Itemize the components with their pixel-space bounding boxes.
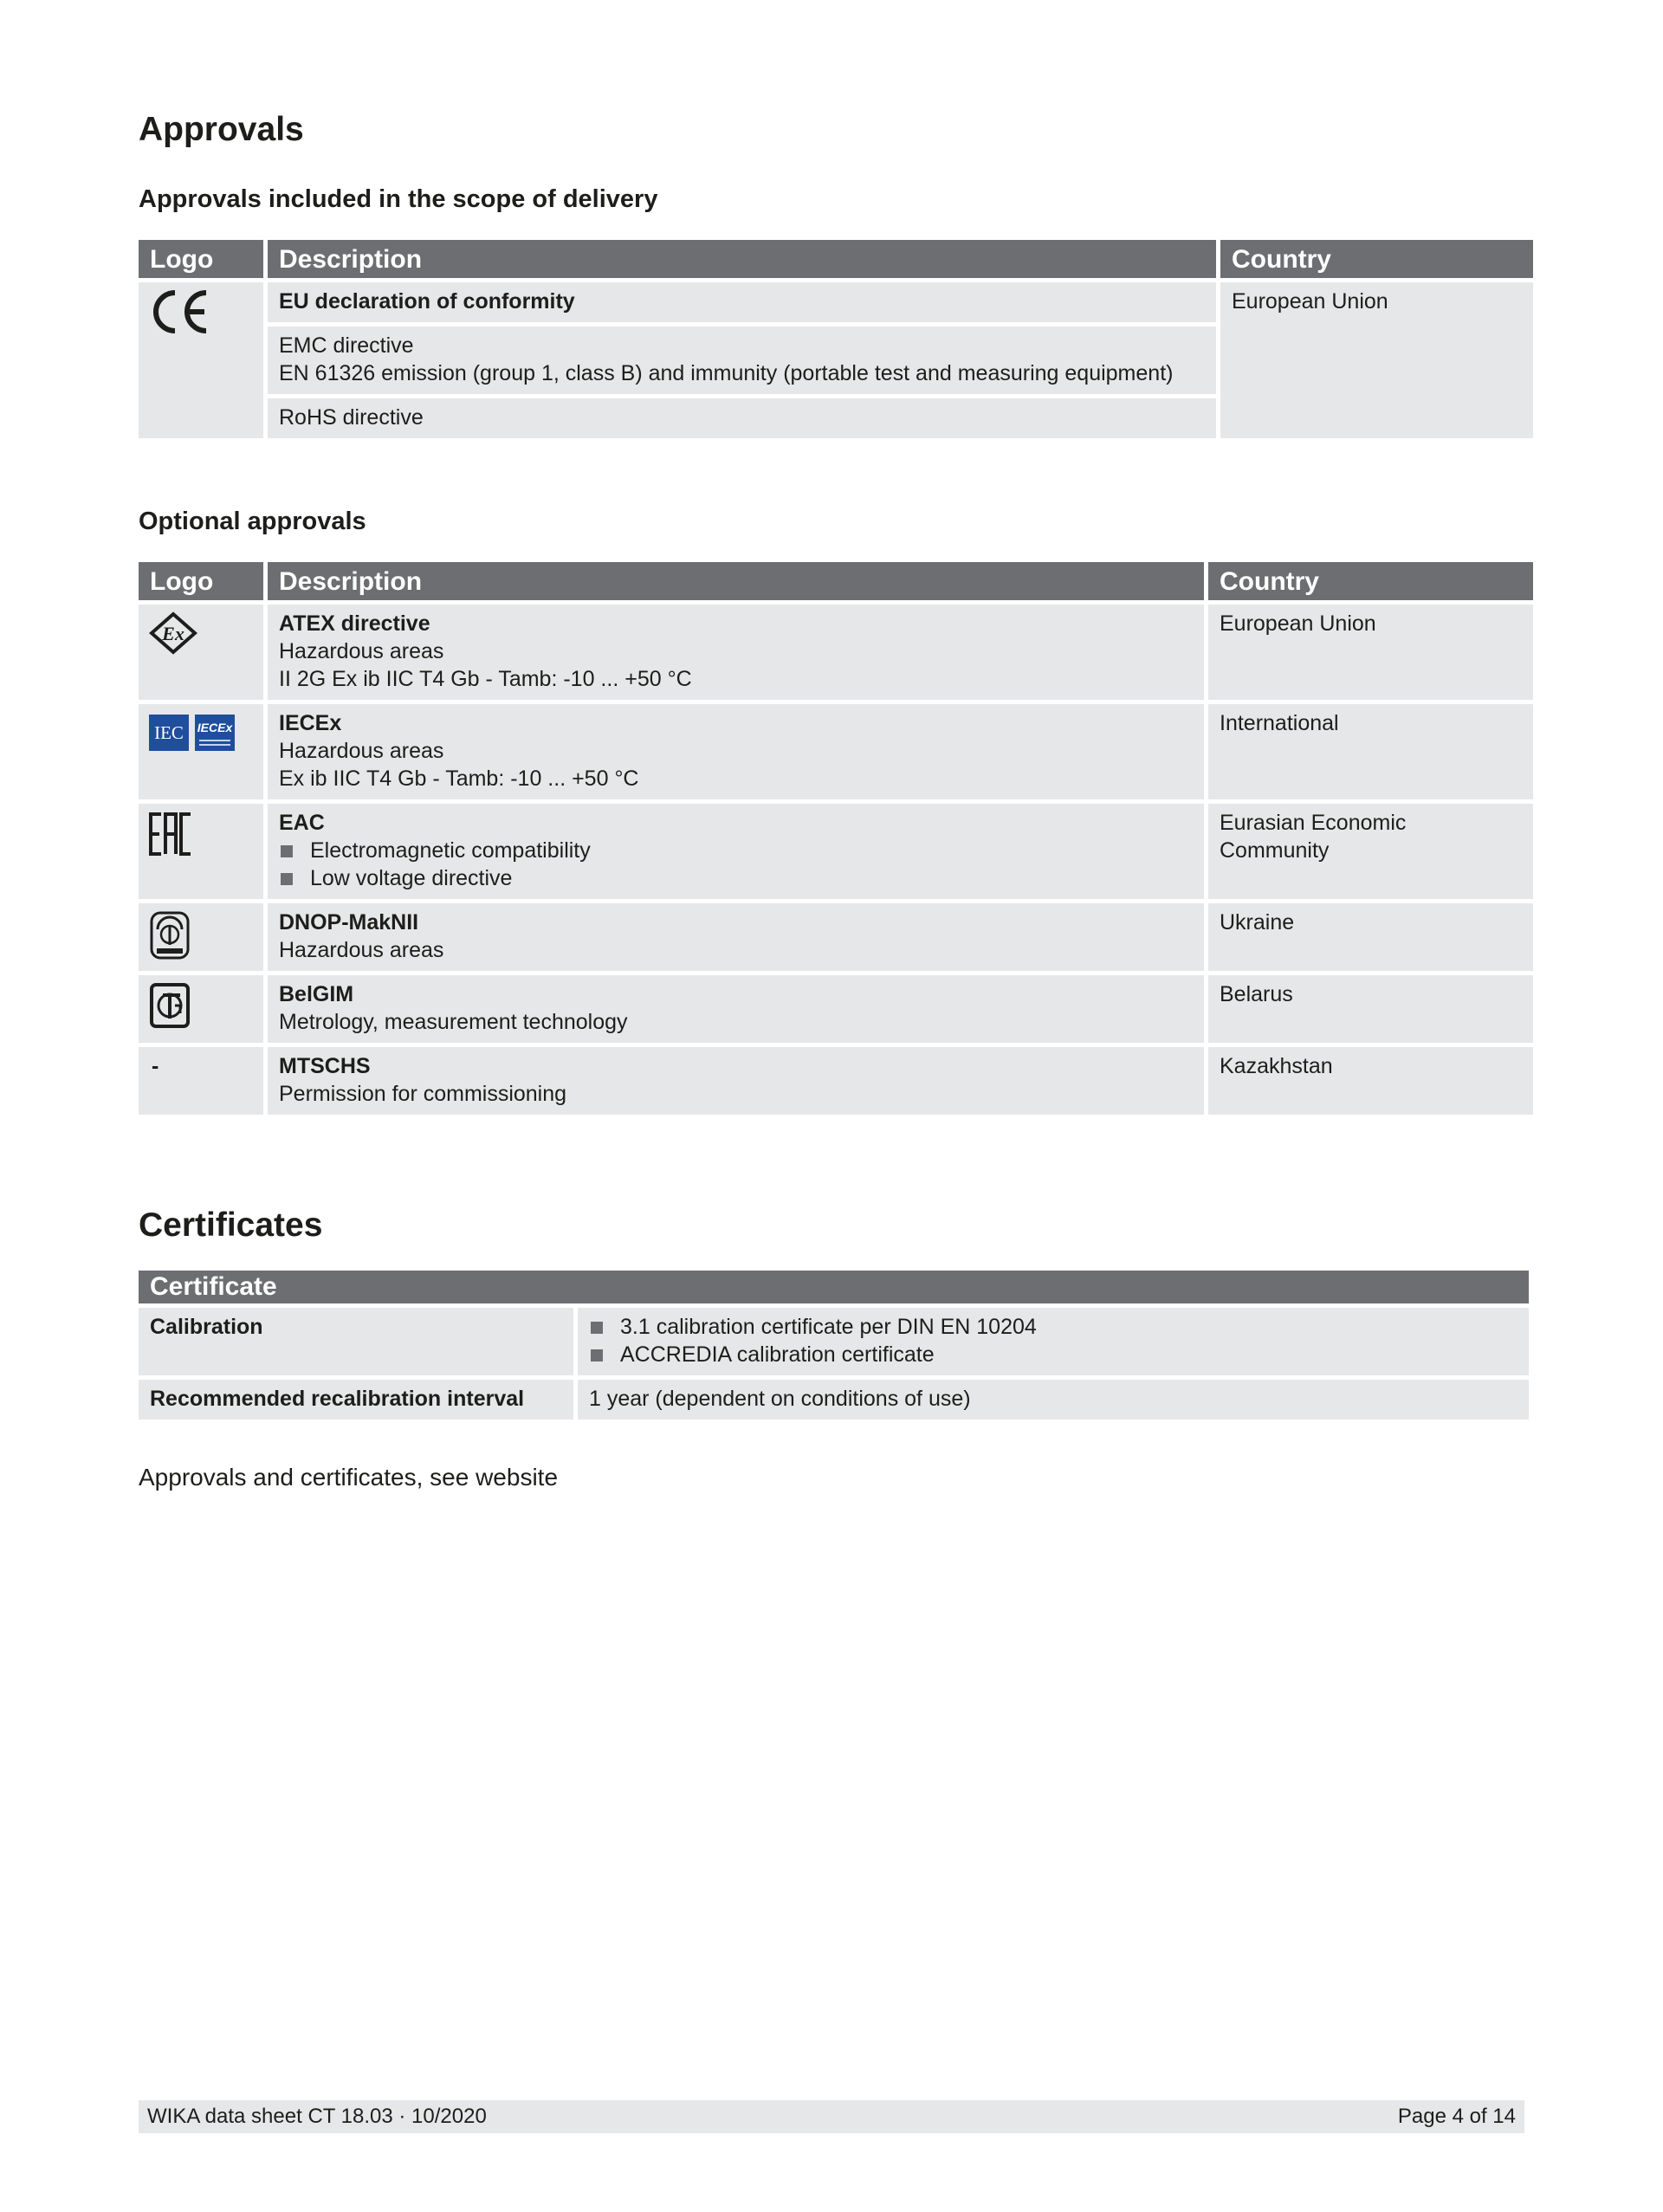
table-row <box>139 704 1533 799</box>
iecex-icon <box>149 711 253 753</box>
country-cell: European Union <box>1220 282 1533 438</box>
header-description: Description <box>268 562 1204 600</box>
row-line: Hazardous areas <box>279 739 444 763</box>
row-title: EAC <box>279 811 325 835</box>
country-line: Eurasian Economic <box>1220 811 1407 835</box>
certificates-table <box>134 1266 1533 1424</box>
description-cell <box>268 704 1204 799</box>
description-cell <box>268 282 1216 322</box>
item-line: EMC directive <box>279 333 414 358</box>
table-row <box>139 804 1533 899</box>
logo-cell <box>139 903 263 971</box>
logo-cell <box>139 804 263 899</box>
table-row <box>139 1308 1529 1375</box>
table-row <box>139 1380 1529 1420</box>
table-header-row <box>139 1271 1529 1303</box>
included-approvals-table <box>134 236 1537 443</box>
row-label: Calibration <box>139 1308 573 1375</box>
table-header-row <box>139 562 1533 600</box>
ex-icon <box>149 611 253 655</box>
row-line: Hazardous areas <box>279 639 444 663</box>
header-certificate: Certificate <box>139 1271 1529 1303</box>
approvals-title: Approvals <box>139 111 304 148</box>
table-row <box>139 605 1533 700</box>
row-line: Hazardous areas <box>279 938 444 962</box>
iecex-logo-text: IECEx <box>197 721 233 734</box>
eac-icon <box>149 811 253 857</box>
included-approvals-subtitle: Approvals included in the scope of delivery <box>139 185 658 213</box>
row-value <box>578 1308 1529 1375</box>
country-cell: European Union <box>1208 605 1533 700</box>
table-row <box>139 975 1533 1043</box>
description-cell <box>268 398 1216 438</box>
bullet-item: Electromagnetic compatibility <box>279 837 1193 864</box>
table-header-row <box>139 240 1533 278</box>
bullet-item: Low voltage directive <box>279 864 1193 892</box>
header-description: Description <box>268 240 1216 278</box>
row-title: ATEX directive <box>279 611 430 636</box>
description-cell <box>268 804 1204 899</box>
country-cell: Belarus <box>1208 975 1533 1043</box>
page-footer <box>139 2100 1524 2133</box>
item-title: EU declaration of conformity <box>279 289 575 314</box>
bullet-item: 3.1 calibration certificate per DIN EN 10204 <box>589 1313 1517 1341</box>
footer-page-number: Page 4 of 14 <box>1397 2105 1516 2128</box>
optional-approvals-table <box>134 558 1537 1119</box>
description-cell <box>268 605 1204 700</box>
header-logo: Logo <box>139 562 263 600</box>
header-country: Country <box>1208 562 1533 600</box>
table-row <box>139 1047 1533 1115</box>
header-country: Country <box>1220 240 1533 278</box>
country-cell: International <box>1208 704 1533 799</box>
bullet-item: ACCREDIA calibration certificate <box>589 1341 1517 1368</box>
country-cell: Kazakhstan <box>1208 1047 1533 1115</box>
iec-logo-text: IEC <box>154 722 184 743</box>
logo-cell: - <box>139 1047 263 1115</box>
row-title: BelGIM <box>279 982 354 1006</box>
description-cell <box>268 1047 1204 1115</box>
row-line: Permission for commissioning <box>279 1082 567 1106</box>
logo-cell <box>139 605 263 700</box>
row-value: 1 year (dependent on conditions of use) <box>578 1380 1529 1420</box>
row-label: Recommended recalibration interval <box>139 1380 573 1420</box>
ce-logo-cell <box>139 282 263 438</box>
row-title: MTSCHS <box>279 1054 371 1078</box>
row-line: II 2G Ex ib IIC T4 Gb - Tamb: -10 ... +50 °C <box>279 667 692 691</box>
table-row <box>139 903 1533 971</box>
row-line: Metrology, measurement technology <box>279 1010 628 1034</box>
description-cell <box>268 975 1204 1043</box>
country-cell: Ukraine <box>1208 903 1533 971</box>
row-title: IECEx <box>279 711 342 735</box>
description-cell <box>268 903 1204 971</box>
table-row <box>139 282 1533 322</box>
belgim-icon <box>149 982 253 1029</box>
header-logo: Logo <box>139 240 263 278</box>
ce-icon <box>149 289 253 334</box>
country-line: Community <box>1220 838 1330 863</box>
footer-document-id: WIKA data sheet CT 18.03 · 10/2020 <box>147 2105 487 2128</box>
logo-cell <box>139 975 263 1043</box>
row-line: Ex ib IIC T4 Gb - Tamb: -10 ... +50 °C <box>279 766 639 791</box>
optional-approvals-subtitle: Optional approvals <box>139 508 366 535</box>
item-line: EN 61326 emission (group 1, class B) and immunity (portable test and measuring equipment) <box>279 361 1174 385</box>
row-title: DNOP-MakNII <box>279 910 419 935</box>
certificates-title: Certificates <box>139 1206 323 1244</box>
description-cell <box>268 327 1216 394</box>
svg-text:Ex: Ex <box>162 623 184 644</box>
eac-logo-text: EAC <box>149 811 152 812</box>
logo-cell <box>139 704 263 799</box>
dnop-icon <box>149 910 253 960</box>
country-cell <box>1208 804 1533 899</box>
certificates-note: Approvals and certificates, see website <box>139 1464 559 1491</box>
item-line: RoHS directive <box>279 405 424 430</box>
